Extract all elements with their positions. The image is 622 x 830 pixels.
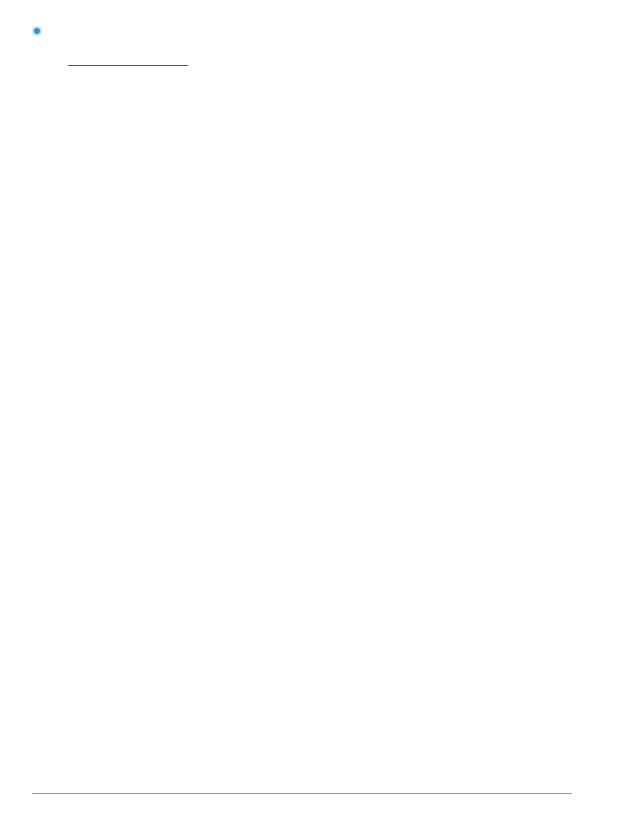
section-title — [68, 64, 188, 66]
page-footer — [32, 793, 572, 809]
page-header — [32, 24, 46, 38]
conference-logo-icon — [32, 26, 42, 36]
left-column — [68, 56, 308, 69]
